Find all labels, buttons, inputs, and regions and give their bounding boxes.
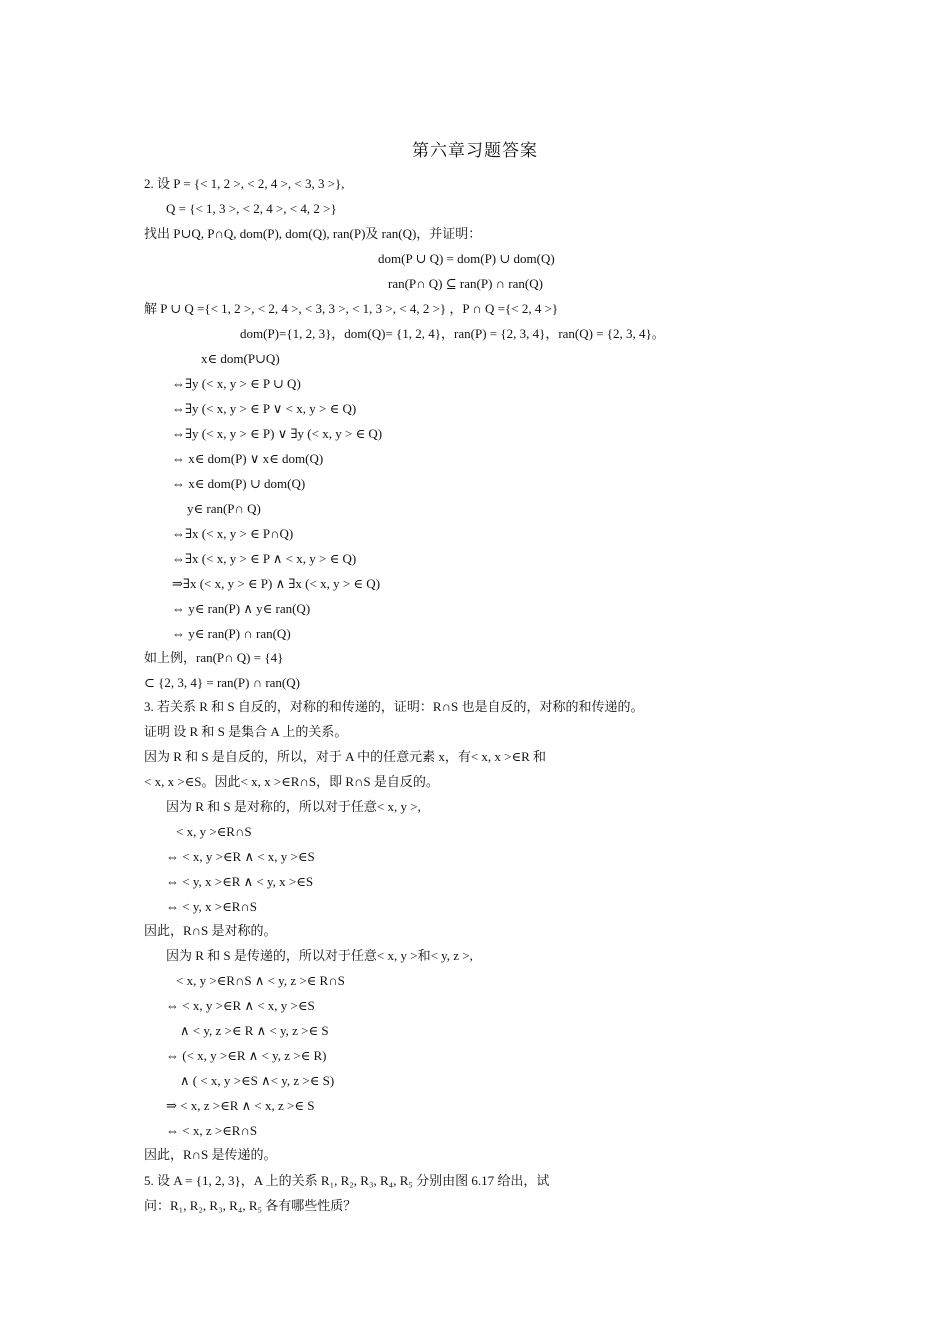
text-line: dom(P)={1, 2, 3}，dom(Q)= {1, 2, 4}，ran(P) = {2, 3, 4}，ran(Q) = {2, 3, 4}。 xyxy=(240,326,665,341)
proof-line: ⇔ y∈ ran(P) ∧ y∈ ran(Q) xyxy=(172,601,311,616)
text-line: 5. 设 A = {1, 2, 3}，A 上的关系 R₁, R₂, R₃, R₄, R₅ 分别由图 6.17 给出，试 xyxy=(144,1173,550,1188)
text-line: ⊂ {2, 3, 4} = ran(P) ∩ ran(Q) xyxy=(144,675,300,690)
proof-line: ⇔∃y (< x, y > ∈ P ∪ Q) xyxy=(172,376,301,391)
proof-line: < x, y >∈R∩S ∧ < y, z >∈ R∩S xyxy=(176,973,345,988)
proof-line: x∈ dom(P∪Q) xyxy=(201,351,280,366)
proof-line: ⇔∃y (< x, y > ∈ P ∨ < x, y > ∈ Q) xyxy=(172,401,357,416)
proof-line: ⇔ < x, y >∈R ∧ < x, y >∈S xyxy=(166,998,315,1013)
text-line: 因此，R∩S 是传递的。 xyxy=(144,1147,277,1162)
text-line: 3. 若关系 R 和 S 自反的，对称的和传递的，证明：R∩S 也是自反的，对称的和传递的。 xyxy=(144,699,644,714)
proof-line: ⇔ < x, y >∈R ∧ < x, y >∈S xyxy=(166,849,315,864)
text-line: 证明 设 R 和 S 是集合 A 上的关系。 xyxy=(144,724,348,739)
text-line: 因此，R∩S 是对称的。 xyxy=(144,923,277,938)
formula-line: dom(P ∪ Q) = dom(P) ∪ dom(Q) xyxy=(378,251,555,266)
proof-line: ⇔ (< x, y >∈R ∧ < y, z >∈ R) xyxy=(166,1048,327,1063)
text-line: 解 P ∪ Q ={< 1, 2 >, < 2, 4 >, < 3, 3 >, < 1, 3 >, < 4, 2 >} ，P ∩ Q ={< 2, 4 >} xyxy=(144,301,559,316)
proof-line: ⇔ x∈ dom(P) ∪ dom(Q) xyxy=(172,476,306,491)
page-title: 第六章习题答案 xyxy=(412,141,538,160)
proof-line: ⇔ x∈ dom(P) ∨ x∈ dom(Q) xyxy=(172,451,324,466)
proof-line: ⇔ y∈ ran(P) ∩ ran(Q) xyxy=(172,626,291,641)
proof-line: ∧ ( < x, y >∈S ∧< y, z >∈ S) xyxy=(180,1073,335,1088)
proof-line: ⇔ < y, x >∈R∩S xyxy=(166,899,257,914)
proof-line: ∧ < y, z >∈ R ∧ < y, z >∈ S xyxy=(180,1023,329,1038)
proof-line: < x, y >∈R∩S xyxy=(176,824,252,839)
text-line: 找出 P∪Q, P∩Q, dom(P), dom(Q), ran(P)及 ran(Q)，并证明： xyxy=(144,226,482,241)
text-line: 因为 R 和 S 是传递的，所以对于任意< x, y >和< y, z >, xyxy=(166,948,473,963)
proof-line: ⇔ < y, x >∈R ∧ < y, x >∈S xyxy=(166,874,314,889)
text-line: 2. 设 P = {< 1, 2 >, < 2, 4 >, < 3, 3 >}, xyxy=(144,176,345,191)
proof-line: ⇒ < x, z >∈R ∧ < x, z >∈ S xyxy=(166,1098,315,1113)
proof-line: ⇔∃x (< x, y > ∈ P ∧ < x, y > ∈ Q) xyxy=(172,551,357,566)
text-line: < x, x >∈S。因此< x, x >∈R∩S，即 R∩S 是自反的。 xyxy=(144,774,439,789)
proof-line: ⇔ < x, z >∈R∩S xyxy=(166,1123,258,1138)
text-line: 问：R₁, R₂, R₃, R₄, R₅ 各有哪些性质？ xyxy=(144,1198,357,1213)
text-line: 因为 R 和 S 是自反的，所以，对于 A 中的任意元素 x，有< x, x >∈R 和 xyxy=(144,749,547,764)
text-line: Q = {< 1, 3 >, < 2, 4 >, < 4, 2 >} xyxy=(166,201,337,216)
text-line: 如上例，ran(P∩ Q) = {4} xyxy=(144,650,284,665)
formula-line: ran(P∩ Q) ⊆ ran(P) ∩ ran(Q) xyxy=(388,276,543,291)
proof-line: ⇒∃x (< x, y > ∈ P) ∧ ∃x (< x, y > ∈ Q) xyxy=(172,576,381,591)
text-line: 因为 R 和 S 是对称的，所以对于任意< x, y >, xyxy=(166,799,421,814)
proof-line: y∈ ran(P∩ Q) xyxy=(187,501,261,516)
proof-line: ⇔∃x (< x, y > ∈ P∩Q) xyxy=(172,526,294,541)
proof-line: ⇔∃y (< x, y > ∈ P) ∨ ∃y (< x, y > ∈ Q) xyxy=(172,426,383,441)
